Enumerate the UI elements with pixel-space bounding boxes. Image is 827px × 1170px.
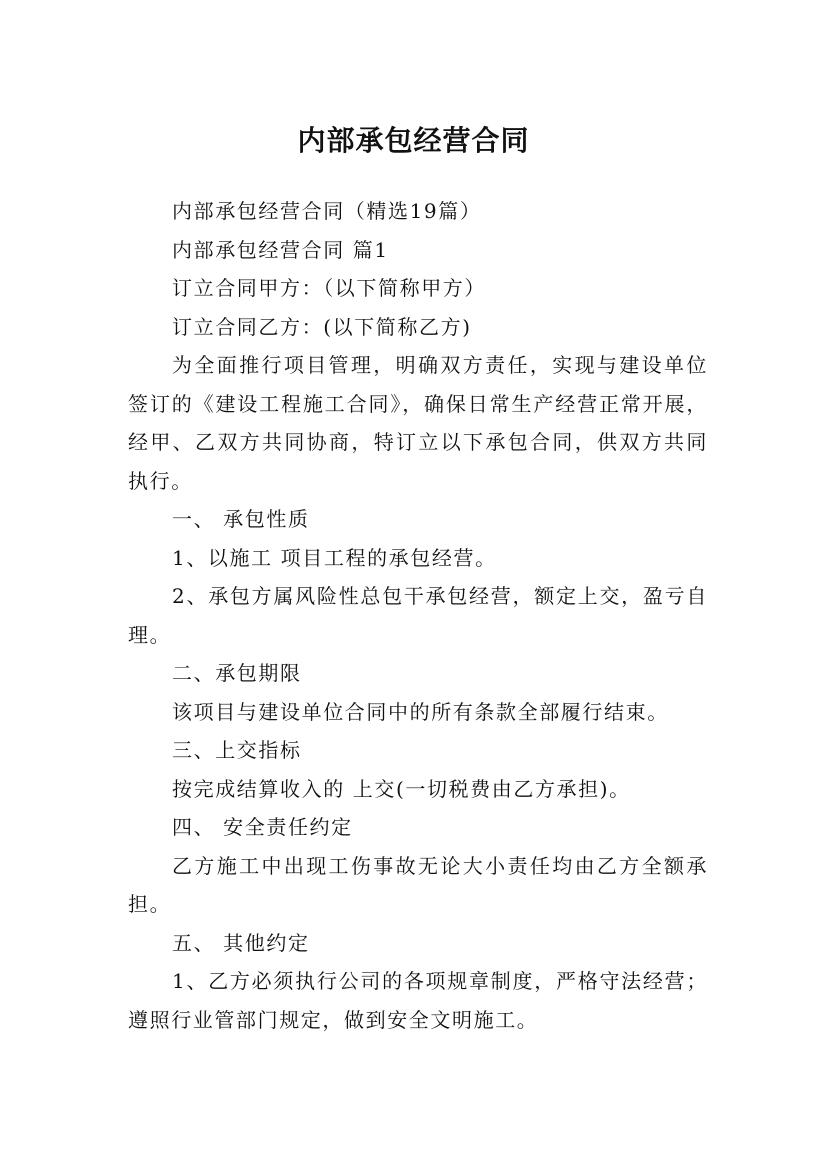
paragraph-subtitle: 内部承包经营合同（精选19篇） [172,199,482,223]
paragraph-party-b: 订立合同乙方：(以下简称乙方) [172,314,472,339]
paragraph-nature-1: 1、以施工 项目工程的承包经营。 [172,545,497,570]
section-heading-other: 五、 其他约定 [172,930,310,955]
paragraph-article-heading: 内部承包经营合同 篇1 [172,237,389,262]
paragraph-preamble: 为全面推行项目管理，明确双方责任，实现与建设单位签订的《建设工程施工合同》，确保日常生产经营正常开展，经甲、乙双方共同协商，特订立以下承包合同，供双方共同执行。 [128,353,708,493]
paragraph-term: 该项目与建设单位合同中的所有条款全部履行结束。 [172,699,669,724]
paragraph-quota: 按完成结算收入的 上交(一切税费由乙方承担)。 [172,776,631,801]
section-heading-term: 二、承包期限 [172,661,302,685]
document-body [128,192,708,1039]
paragraph-other-1: 1、乙方必须执行公司的各项规章制度，严格守法经营；遵照行业管部门规定，做到安全文明施工。 [128,969,708,1032]
paragraph-safety: 乙方施工中出现工伤事故无论大小责任均由乙方全额承担。 [128,853,708,916]
section-heading-safety: 四、 安全责任约定 [172,815,353,839]
section-heading-quota: 三、上交指标 [172,738,302,762]
paragraph-party-a: 订立合同甲方：（以下简称甲方） [172,276,486,300]
paragraph-nature-2: 2、承包方属风险性总包干承包经营，额定上交，盈亏自理。 [128,584,708,647]
section-heading-nature: 一、 承包性质 [172,507,310,531]
document-title: 内部承包经营合同 [297,123,530,157]
